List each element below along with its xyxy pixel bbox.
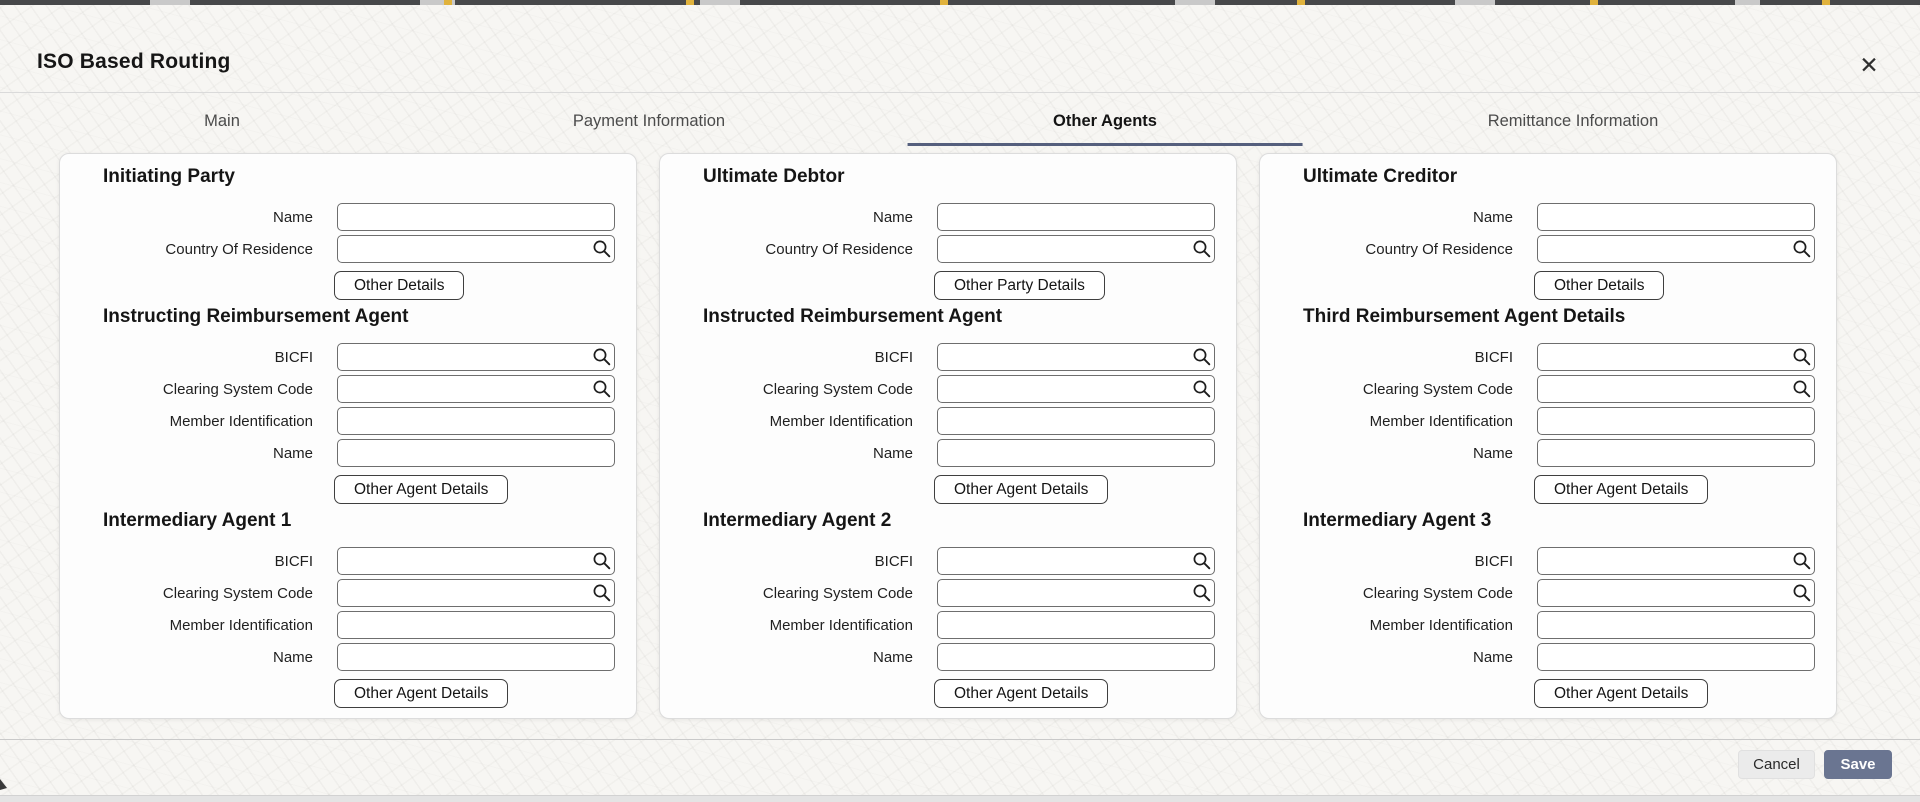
field-label: Clearing System Code xyxy=(762,380,913,398)
field-label: Name xyxy=(272,208,313,226)
clearing-system-code-input[interactable] xyxy=(337,579,615,607)
field-row xyxy=(681,547,1215,575)
field-label: BICFI xyxy=(874,552,913,570)
input-wrap xyxy=(337,375,615,403)
bottom-window-strip xyxy=(0,795,1920,802)
search-icon[interactable] xyxy=(591,238,613,260)
field-row xyxy=(81,343,615,371)
field-row xyxy=(1281,235,1815,263)
search-icon[interactable] xyxy=(1791,346,1813,368)
bicfi-input[interactable] xyxy=(337,547,615,575)
strip-gap xyxy=(700,0,740,5)
form-panel-left xyxy=(59,153,637,719)
field-row xyxy=(681,343,1215,371)
field-label: Member Identification xyxy=(169,412,313,430)
country-of-residence-input[interactable] xyxy=(337,235,615,263)
name-input[interactable] xyxy=(1537,643,1815,671)
input-wrap xyxy=(937,611,1215,639)
intermediary-agent-1-heading: Intermediary Agent 1 xyxy=(103,510,292,531)
input-wrap xyxy=(937,235,1215,263)
input-wrap xyxy=(937,375,1215,403)
bicfi-input[interactable] xyxy=(1537,343,1815,371)
field-row xyxy=(681,439,1215,467)
field-label: Member Identification xyxy=(1369,616,1513,634)
input-wrap xyxy=(337,235,615,263)
input-wrap xyxy=(937,547,1215,575)
input-wrap xyxy=(1537,203,1815,231)
field-label: Member Identification xyxy=(1369,412,1513,430)
field-label: Clearing System Code xyxy=(162,380,313,398)
field-label: Member Identification xyxy=(769,616,913,634)
field-label: Name xyxy=(272,648,313,666)
strip-gap xyxy=(1455,0,1495,5)
tab-other-agents[interactable]: Other Agents xyxy=(1053,112,1157,130)
search-icon[interactable] xyxy=(1191,346,1213,368)
instructed-reimbursement-agent-heading: Instructed Reimbursement Agent xyxy=(703,306,1003,327)
strip-accent xyxy=(1822,0,1830,5)
field-row xyxy=(1281,343,1815,371)
field-row xyxy=(1281,547,1815,575)
field-label: BICFI xyxy=(274,348,313,366)
section-button-row xyxy=(334,679,615,708)
input-wrap xyxy=(337,579,615,607)
name-input[interactable] xyxy=(937,643,1215,671)
strip-gap xyxy=(1175,0,1215,5)
other-agent-details-button[interactable]: Other Agent Details xyxy=(334,679,508,708)
name-input[interactable] xyxy=(1537,439,1815,467)
tab-main[interactable]: Main xyxy=(204,112,240,130)
form-panels xyxy=(0,153,1920,719)
strip-gap xyxy=(150,0,190,5)
input-wrap xyxy=(1537,375,1815,403)
field-row xyxy=(1281,611,1815,639)
field-label: Clearing System Code xyxy=(1362,584,1513,602)
search-icon[interactable] xyxy=(1791,550,1813,572)
input-wrap xyxy=(1537,547,1815,575)
name-input[interactable] xyxy=(1537,203,1815,231)
input-wrap xyxy=(1537,343,1815,371)
section-button-row xyxy=(334,271,615,300)
country-of-residence-input[interactable] xyxy=(1537,235,1815,263)
search-icon[interactable] xyxy=(1191,550,1213,572)
field-row xyxy=(81,407,615,435)
field-label: BICFI xyxy=(874,348,913,366)
input-wrap xyxy=(1537,643,1815,671)
field-label: Name xyxy=(1472,444,1513,462)
name-input[interactable] xyxy=(337,439,615,467)
other-party-details-button[interactable]: Other Party Details xyxy=(934,271,1105,300)
other-agent-details-button[interactable]: Other Agent Details xyxy=(1534,475,1708,504)
section-button-row xyxy=(934,475,1215,504)
search-icon[interactable] xyxy=(591,378,613,400)
field-label: Member Identification xyxy=(169,616,313,634)
country-of-residence-input[interactable] xyxy=(937,235,1215,263)
field-label: Country Of Residence xyxy=(1365,240,1513,258)
name-input[interactable] xyxy=(937,203,1215,231)
input-wrap xyxy=(1537,439,1815,467)
field-row xyxy=(81,375,615,403)
ultimate-creditor-heading: Ultimate Creditor xyxy=(1303,166,1458,187)
field-label: Clearing System Code xyxy=(762,584,913,602)
member-identification-input[interactable] xyxy=(1537,407,1815,435)
field-label: BICFI xyxy=(1474,552,1513,570)
clearing-system-code-input[interactable] xyxy=(937,579,1215,607)
other-agent-details-button[interactable]: Other Agent Details xyxy=(334,475,508,504)
field-row xyxy=(81,203,615,231)
input-wrap xyxy=(1537,579,1815,607)
field-row xyxy=(1281,407,1815,435)
tab-remittance-information[interactable]: Remittance Information xyxy=(1487,112,1659,130)
clearing-system-code-input[interactable] xyxy=(937,375,1215,403)
form-panel-center xyxy=(659,153,1237,719)
strip-accent xyxy=(940,0,948,5)
other-details-button[interactable]: Other Details xyxy=(334,271,464,300)
field-row xyxy=(681,611,1215,639)
search-icon[interactable] xyxy=(1791,238,1813,260)
input-wrap xyxy=(1537,611,1815,639)
other-details-button[interactable]: Other Details xyxy=(1534,271,1664,300)
page-title: ISO Based Routing xyxy=(37,50,231,73)
field-label: Clearing System Code xyxy=(1362,380,1513,398)
save-button[interactable]: Save xyxy=(1824,750,1892,779)
field-label: Country Of Residence xyxy=(165,240,313,258)
section-button-row xyxy=(934,271,1215,300)
other-agent-details-button[interactable]: Other Agent Details xyxy=(934,475,1108,504)
field-row xyxy=(681,579,1215,607)
name-input[interactable] xyxy=(937,439,1215,467)
input-wrap xyxy=(337,407,615,435)
search-icon[interactable] xyxy=(1191,378,1213,400)
strip-accent xyxy=(686,0,694,5)
footer-divider xyxy=(0,739,1920,740)
field-label: Country Of Residence xyxy=(765,240,913,258)
field-label: BICFI xyxy=(1474,348,1513,366)
input-wrap xyxy=(1537,407,1815,435)
input-wrap xyxy=(937,579,1215,607)
section-button-row xyxy=(334,475,615,504)
name-input[interactable] xyxy=(337,643,615,671)
instructing-reimbursement-agent-heading: Instructing Reimbursement Agent xyxy=(103,306,409,327)
clearing-system-code-input[interactable] xyxy=(337,375,615,403)
field-label: Name xyxy=(272,444,313,462)
form-panel-right xyxy=(1259,153,1837,719)
strip-accent xyxy=(1297,0,1305,5)
field-row xyxy=(1281,375,1815,403)
clearing-system-code-input[interactable] xyxy=(1537,579,1815,607)
member-identification-input[interactable] xyxy=(337,407,615,435)
field-row xyxy=(681,203,1215,231)
name-input[interactable] xyxy=(337,203,615,231)
intermediary-agent-2-heading: Intermediary Agent 2 xyxy=(703,510,892,531)
input-wrap xyxy=(937,343,1215,371)
field-label: Name xyxy=(1472,208,1513,226)
member-identification-input[interactable] xyxy=(337,611,615,639)
input-wrap xyxy=(1537,235,1815,263)
search-icon[interactable] xyxy=(591,582,613,604)
clearing-system-code-input[interactable] xyxy=(1537,375,1815,403)
input-wrap xyxy=(937,643,1215,671)
field-label: Name xyxy=(872,648,913,666)
cancel-button[interactable]: Cancel xyxy=(1738,750,1815,779)
bicfi-input[interactable] xyxy=(937,547,1215,575)
field-row xyxy=(681,375,1215,403)
input-wrap xyxy=(937,407,1215,435)
field-row xyxy=(81,611,615,639)
top-edge-strip xyxy=(0,0,1920,5)
field-label: BICFI xyxy=(274,552,313,570)
input-wrap xyxy=(937,439,1215,467)
input-wrap xyxy=(337,439,615,467)
input-wrap xyxy=(337,611,615,639)
intermediary-agent-3-heading: Intermediary Agent 3 xyxy=(1303,510,1492,531)
bicfi-input[interactable] xyxy=(937,343,1215,371)
initiating-party-heading: Initiating Party xyxy=(103,166,235,187)
field-label: Name xyxy=(872,208,913,226)
field-label: Name xyxy=(872,444,913,462)
field-row xyxy=(681,407,1215,435)
strip-accent xyxy=(444,0,452,5)
field-label: Name xyxy=(1472,648,1513,666)
search-icon[interactable] xyxy=(1791,378,1813,400)
section-button-row xyxy=(934,679,1215,708)
search-icon[interactable] xyxy=(1191,238,1213,260)
field-row xyxy=(1281,439,1815,467)
search-icon[interactable] xyxy=(591,550,613,572)
field-row xyxy=(81,643,615,671)
strip-accent xyxy=(1590,0,1598,5)
input-wrap xyxy=(337,343,615,371)
field-row xyxy=(1281,643,1815,671)
input-wrap xyxy=(337,643,615,671)
ultimate-debtor-heading: Ultimate Debtor xyxy=(703,166,845,187)
cursor-artifact xyxy=(0,779,7,790)
search-icon[interactable] xyxy=(1791,582,1813,604)
strip-gap xyxy=(1735,0,1760,5)
search-icon[interactable] xyxy=(591,346,613,368)
section-button-row xyxy=(1534,475,1815,504)
member-identification-input[interactable] xyxy=(937,611,1215,639)
close-icon[interactable]: ✕ xyxy=(1850,47,1888,83)
title-divider xyxy=(0,92,1920,93)
bicfi-input[interactable] xyxy=(337,343,615,371)
third-reimbursement-agent-details-heading: Third Reimbursement Agent Details xyxy=(1303,306,1626,327)
other-agent-details-button[interactable]: Other Agent Details xyxy=(934,679,1108,708)
field-row xyxy=(81,439,615,467)
field-row xyxy=(1281,579,1815,607)
field-row xyxy=(81,547,615,575)
tab-bar xyxy=(0,100,1920,148)
search-icon[interactable] xyxy=(1191,582,1213,604)
field-row xyxy=(1281,203,1815,231)
tab-payment-information[interactable]: Payment Information xyxy=(572,112,726,130)
section-button-row xyxy=(1534,679,1815,708)
input-wrap xyxy=(937,203,1215,231)
field-row xyxy=(681,643,1215,671)
section-button-row xyxy=(1534,271,1815,300)
field-row xyxy=(81,235,615,263)
input-wrap xyxy=(337,547,615,575)
field-label: Member Identification xyxy=(769,412,913,430)
other-agent-details-button[interactable]: Other Agent Details xyxy=(1534,679,1708,708)
bicfi-input[interactable] xyxy=(1537,547,1815,575)
field-row xyxy=(81,579,615,607)
input-wrap xyxy=(337,203,615,231)
field-row xyxy=(681,235,1215,263)
field-label: Clearing System Code xyxy=(162,584,313,602)
member-identification-input[interactable] xyxy=(937,407,1215,435)
member-identification-input[interactable] xyxy=(1537,611,1815,639)
